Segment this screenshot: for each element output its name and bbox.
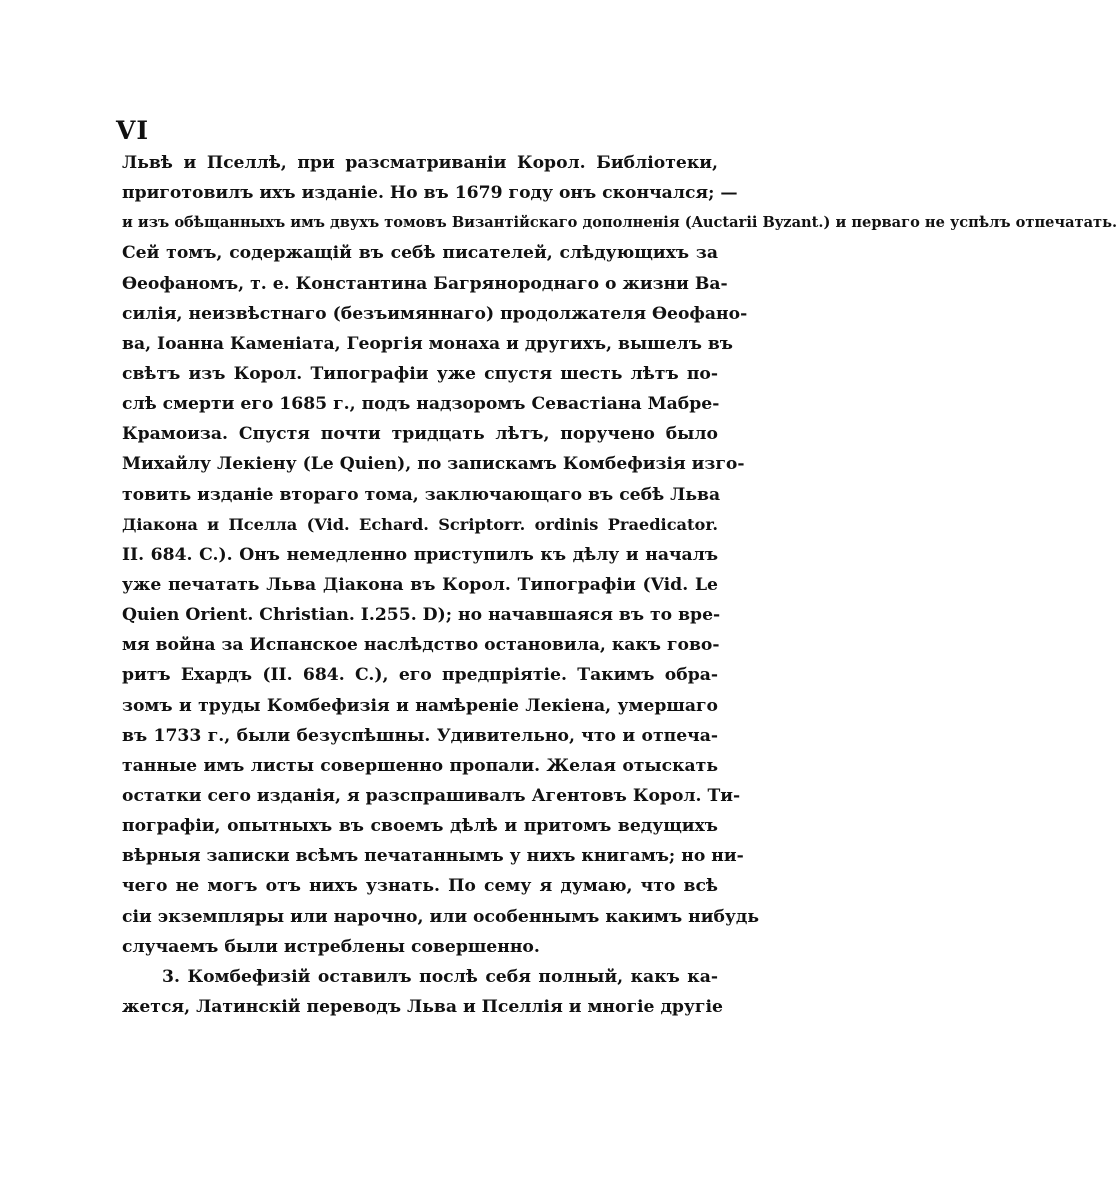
text-line: пографіи, опытныхъ въ своемъ дѣлѣ и притомъ ведущихъ: [122, 816, 718, 837]
text-line: 3. Комбефизій оставилъ послѣ себя полный, какъ ка-: [162, 966, 718, 987]
text-line: товить изданіе втораго тома, заключающаго въ себѣ Льва: [122, 484, 721, 505]
text-line: силія, неизвѣстнаго (безъимяннаго) продолжателя Ѳеофано-: [122, 303, 748, 324]
text-line: чего не могъ отъ нихъ узнать. По сему я думаю, что всѣ: [122, 876, 718, 897]
text-line: Львѣ и Пселлѣ, при разсматриваніи Корол. Библіотеки,: [122, 153, 718, 173]
text-line: свѣтъ изъ Корол. Типографіи уже спустя шесть лѣтъ по-: [122, 363, 718, 384]
text-line: случаемъ были истреблены совершенно.: [122, 936, 540, 957]
text-line: Ѳеофаномъ, т. е. Константина Багрянороднаго о жизни Ва-: [122, 273, 728, 294]
text-line: вѣрныя записки всѣмъ печатаннымъ у нихъ книгамъ; но ни-: [122, 846, 744, 867]
text-line: Quien Orient. Christian. I.255. D); но начавшаяся въ то вре-: [122, 605, 721, 626]
text-line: слѣ смерти его 1685 г., подъ надзоромъ Севастіана Мабре-: [122, 394, 720, 415]
text-line: Діакона и Пселла (Vid. Echard. Scriptorr. ordinis Praedicator.: [122, 514, 718, 534]
text-line: уже печатать Льва Діакона въ Корол. Типографіи (Vid. Le: [122, 574, 718, 595]
text-line: танные имъ листы совершенно пропали. Желая отыскать: [122, 755, 718, 776]
text-line: въ 1733 г., были безуспѣшны. Удивительно, что и отпеча-: [122, 725, 718, 746]
text-line: Михайлу Лекіену (Le Quien), по запискамъ Комбефизія изго-: [122, 454, 745, 475]
text-line: остатки сего изданія, я разспрашивалъ Агентовъ Корол. Ти-: [122, 785, 741, 806]
text-line: и изъ обѣщанныхъ имъ двухъ томовъ Византійскаго дополненія (Auctarii Byzant.) и перваго не успѣлъ отпечатать.: [122, 214, 1117, 232]
text-line: II. 684. C.). Онъ немедленно приступилъ къ дѣлу и началъ: [122, 544, 718, 565]
text-line: мя война за Испанское наслѣдство остановила, какъ гово-: [122, 635, 720, 656]
text-line: сіи экземпляры или нарочно, или особеннымъ какимъ нибудь: [122, 906, 760, 927]
text-line: жется, Латинскій переводъ Льва и Пселлія и многіе другіе: [122, 996, 723, 1017]
text-line: ва, Іоанна Каменіата, Георгія монаха и другихъ, вышелъ въ: [122, 333, 733, 354]
text-line: Сей томъ, содержащій въ себѣ писателей, слѣдующихъ за: [122, 243, 718, 264]
text-line: приготовилъ ихъ изданіе. Но въ 1679 году онъ скончался; —: [122, 183, 738, 204]
text-line: зомъ и труды Комбефизія и намѣреніе Лекіена, умершаго: [122, 695, 718, 716]
text-line: ритъ Ехардъ (II. 684. C.), его предпріятіе. Такимъ обра-: [122, 665, 718, 686]
body-text: [122, 148, 1117, 1022]
text-line: Крамоиза. Спустя почти тридцать лѣтъ, поручено было: [122, 424, 718, 445]
page-number: VI: [116, 116, 150, 145]
